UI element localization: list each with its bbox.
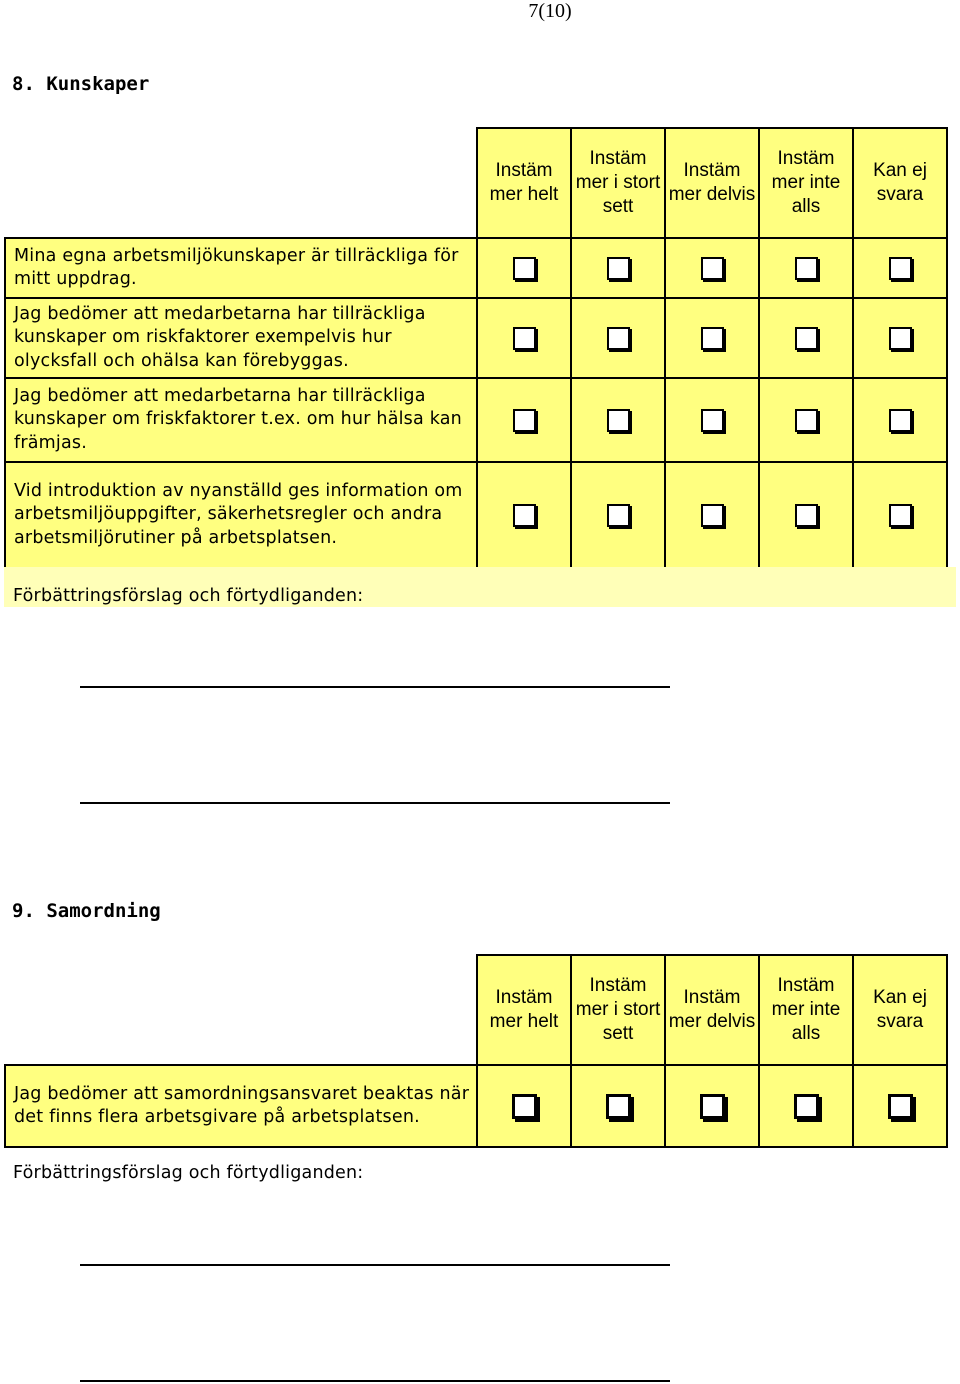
answer-cell — [571, 378, 665, 462]
scale-header-4: Instäm mer inte alls — [759, 955, 853, 1065]
answer-cell — [477, 462, 571, 568]
answer-cell — [759, 298, 853, 378]
answer-cell — [759, 1065, 853, 1147]
page-number: 7(10) — [528, 0, 572, 22]
checkbox-2[interactable] — [607, 257, 630, 280]
question-text: Vid introduktion av nyanställd ges information om arbetsmiljöuppgifter, säkerhetsregler och andra arbetsmiljörutiner på arbetsplatsen. — [5, 462, 477, 568]
comment-label: Förbättringsförslag och förtydliganden: — [13, 586, 364, 606]
checkbox-5[interactable] — [889, 257, 912, 280]
question-row — [5, 462, 947, 568]
section-title-samordning: 9. Samordning — [12, 900, 161, 922]
answer-cell — [853, 378, 947, 462]
answer-cell — [477, 238, 571, 298]
answer-cell — [853, 298, 947, 378]
scale-header-2: Instäm mer i stort sett — [571, 128, 665, 238]
answer-cell — [665, 238, 759, 298]
checkbox-1[interactable] — [513, 409, 536, 432]
checkbox-4[interactable] — [795, 409, 818, 432]
checkbox-3[interactable] — [701, 327, 724, 350]
question-row — [5, 238, 947, 298]
comment-write-line[interactable] — [80, 802, 670, 804]
comment-write-line[interactable] — [80, 1264, 670, 1266]
answer-cell — [853, 238, 947, 298]
checkbox-2[interactable] — [607, 504, 630, 527]
answer-cell — [571, 238, 665, 298]
scale-header-3: Instäm mer delvis — [665, 955, 759, 1065]
header-spacer — [5, 128, 477, 238]
checkbox-5[interactable] — [889, 409, 912, 432]
scale-header-1: Instäm mer helt — [477, 128, 571, 238]
answer-cell — [759, 378, 853, 462]
question-row — [5, 1065, 947, 1147]
checkbox-4[interactable] — [794, 1094, 819, 1119]
question-text: Jag bedömer att samordningsansvaret beaktas när det finns flera arbetsgivare på arbetsplatsen. — [5, 1065, 477, 1147]
answer-cell — [759, 462, 853, 568]
answer-cell — [665, 298, 759, 378]
checkbox-4[interactable] — [795, 504, 818, 527]
checkbox-1[interactable] — [513, 327, 536, 350]
answer-cell — [665, 1065, 759, 1147]
samordning-question-table — [4, 954, 948, 1148]
checkbox-2[interactable] — [606, 1094, 631, 1119]
scale-header-row — [5, 955, 947, 1065]
question-text: Jag bedömer att medarbetarna har tillräckliga kunskaper om riskfaktorer exempelvis hur olycksfall och ohälsa kan förebyggas. — [5, 298, 477, 378]
question-row — [5, 298, 947, 378]
scale-header-row — [5, 128, 947, 238]
header-spacer — [5, 955, 477, 1065]
answer-cell — [571, 462, 665, 568]
question-text: Jag bedömer att medarbetarna har tillräckliga kunskaper om friskfaktorer t.ex. om hur hälsa kan främjas. — [5, 378, 477, 462]
checkbox-4[interactable] — [795, 327, 818, 350]
comment-write-line[interactable] — [80, 686, 670, 688]
answer-cell — [853, 462, 947, 568]
checkbox-3[interactable] — [701, 409, 724, 432]
checkbox-3[interactable] — [701, 504, 724, 527]
checkbox-1[interactable] — [512, 1094, 537, 1119]
checkbox-4[interactable] — [795, 257, 818, 280]
question-text: Mina egna arbetsmiljökunskaper är tillräckliga för mitt uppdrag. — [5, 238, 477, 298]
scale-header-4: Instäm mer inte alls — [759, 128, 853, 238]
checkbox-2[interactable] — [607, 409, 630, 432]
answer-cell — [665, 378, 759, 462]
checkbox-5[interactable] — [889, 327, 912, 350]
comment-write-line[interactable] — [80, 1380, 670, 1382]
answer-cell — [477, 298, 571, 378]
checkbox-5[interactable] — [889, 504, 912, 527]
answer-cell — [665, 462, 759, 568]
answer-cell — [571, 298, 665, 378]
kunskaper-question-table — [4, 127, 948, 569]
scale-header-5: Kan ej svara — [853, 955, 947, 1065]
scale-header-2: Instäm mer i stort sett — [571, 955, 665, 1065]
checkbox-1[interactable] — [513, 257, 536, 280]
checkbox-3[interactable] — [700, 1094, 725, 1119]
checkbox-3[interactable] — [701, 257, 724, 280]
answer-cell — [477, 1065, 571, 1147]
scale-header-5: Kan ej svara — [853, 128, 947, 238]
checkbox-5[interactable] — [888, 1094, 913, 1119]
answer-cell — [853, 1065, 947, 1147]
answer-cell — [759, 238, 853, 298]
answer-cell — [477, 378, 571, 462]
checkbox-1[interactable] — [513, 504, 536, 527]
question-row — [5, 378, 947, 462]
scale-header-3: Instäm mer delvis — [665, 128, 759, 238]
comment-label: Förbättringsförslag och förtydliganden: — [13, 1163, 364, 1183]
section-title-kunskaper: 8. Kunskaper — [12, 73, 150, 95]
answer-cell — [571, 1065, 665, 1147]
scale-header-1: Instäm mer helt — [477, 955, 571, 1065]
checkbox-2[interactable] — [607, 327, 630, 350]
